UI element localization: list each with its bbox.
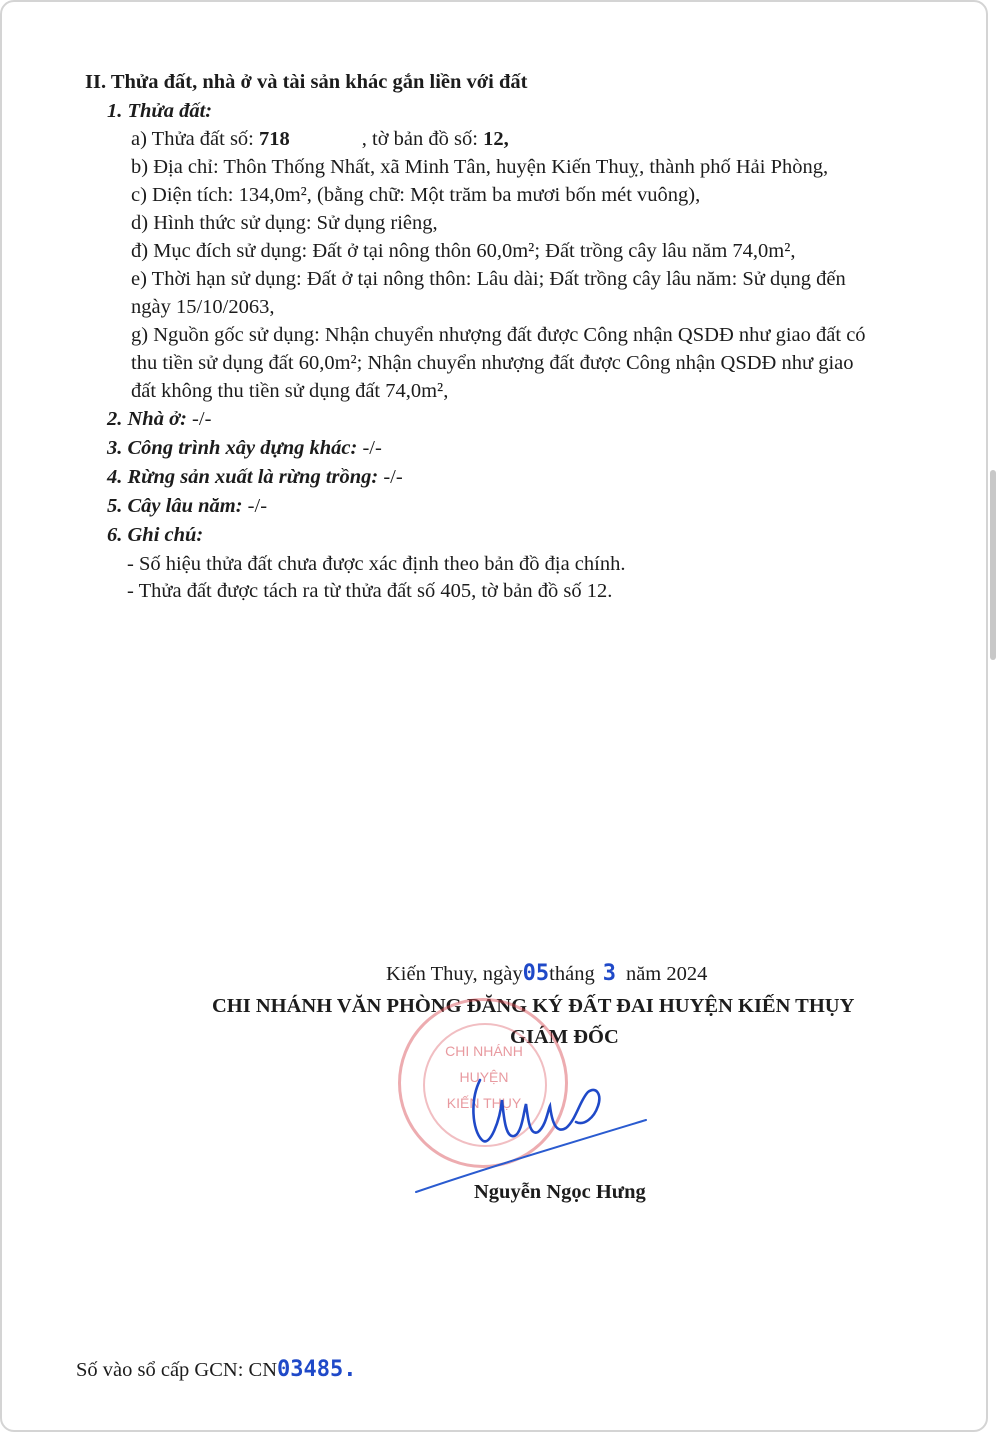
year-label: năm 2024: [625, 963, 708, 985]
stamp-text-line: CHI NHÁNH: [445, 1043, 523, 1059]
trees-line: [107, 492, 267, 520]
land-area: c) Diện tích: 134,0m², (bằng chữ: Một trăm ba mươi bốn mét vuông),: [131, 184, 701, 206]
note-item: - Số hiệu thửa đất chưa được xác định theo bản đồ địa chính.: [127, 553, 626, 575]
notes-heading: 6. Ghi chú:: [107, 524, 204, 546]
map-label: , tờ bản đồ số:: [361, 128, 484, 150]
land-usage-form: d) Hình thức sử dụng: Sử dụng riêng,: [131, 212, 438, 234]
forest-label: 4. Rừng sản xuất là rừng trồng:: [107, 466, 379, 488]
house-line: [107, 405, 211, 433]
house-value: -/-: [186, 408, 212, 430]
handwritten-month: 3: [602, 961, 616, 986]
map-number: 12,: [483, 128, 509, 150]
signing-date: [386, 960, 707, 988]
construction-line: [107, 434, 382, 462]
land-usage-term: e) Thời hạn sử dụng: Đất ở tại nông thôn: Lâu dài; Đất trồng cây lâu năm: Sử dụng đến: [131, 268, 846, 290]
stamp-text-line: KIẾN THỤY: [446, 1095, 522, 1111]
handwritten-day: 05: [522, 961, 550, 986]
note-item: - Thửa đất được tách ra từ thửa đất số 405, tờ bản đồ số 12.: [127, 580, 613, 602]
registry-label: Số vào sổ cấp GCN: CN: [76, 1359, 278, 1381]
certificate-registry-line: [76, 1356, 357, 1384]
land-address: b) Địa chỉ: Thôn Thống Nhất, xã Minh Tân, huyện Kiến Thuỵ, thành phố Hải Phòng,: [131, 156, 829, 178]
registry-number: 03485: [277, 1357, 344, 1382]
registry-end: .: [343, 1357, 357, 1382]
land-heading: 1. Thửa đất:: [107, 100, 213, 122]
stamp-text-line: HUYỆN: [459, 1069, 509, 1085]
office-name: CHI NHÁNH VĂN PHÒNG ĐĂNG KÝ ĐẤT ĐAI HUYỆN KIẾN THỤY: [212, 995, 855, 1017]
parcel-number: 718: [259, 128, 290, 150]
page-edge-shadow: [990, 470, 996, 660]
trees-value: -/-: [242, 495, 268, 517]
parcel-prefix: a) Thửa đất số:: [131, 128, 260, 150]
land-usage-purpose: đ) Mục đích sử dụng: Đất ở tại nông thôn 60,0m²; Đất trồng cây lâu năm 74,0m²,: [131, 240, 796, 262]
month-label: tháng: [549, 963, 595, 985]
signing-place: Kiến Thuy, ngày: [386, 963, 523, 985]
land-origin: g) Nguồn gốc sử dụng: Nhận chuyển nhượng đất được Công nhận QSDĐ như giao đất có: [131, 324, 866, 346]
land-origin-cont2: đất không thu tiền sử dụng đất 74,0m²,: [131, 380, 449, 402]
construction-label: 3. Công trình xây dựng khác:: [107, 437, 358, 459]
land-parcel-line: [131, 125, 509, 153]
forest-line: [107, 463, 403, 491]
house-label: 2. Nhà ở:: [107, 408, 187, 430]
construction-value: -/-: [357, 437, 382, 459]
land-origin-cont1: thu tiền sử dụng đất 60,0m²; Nhận chuyển nhượng đất được Công nhận QSDĐ như giao: [131, 352, 854, 374]
forest-value: -/-: [378, 466, 403, 488]
trees-label: 5. Cây lâu năm:: [107, 495, 243, 517]
signer-title: GIÁM ĐỐC: [510, 1026, 619, 1048]
signer-name: Nguyễn Ngọc Hưng: [474, 1181, 646, 1203]
land-usage-term-cont: ngày 15/10/2063,: [131, 296, 275, 318]
section-title: II. Thửa đất, nhà ở và tài sản khác gắn liền với đất: [85, 71, 528, 93]
